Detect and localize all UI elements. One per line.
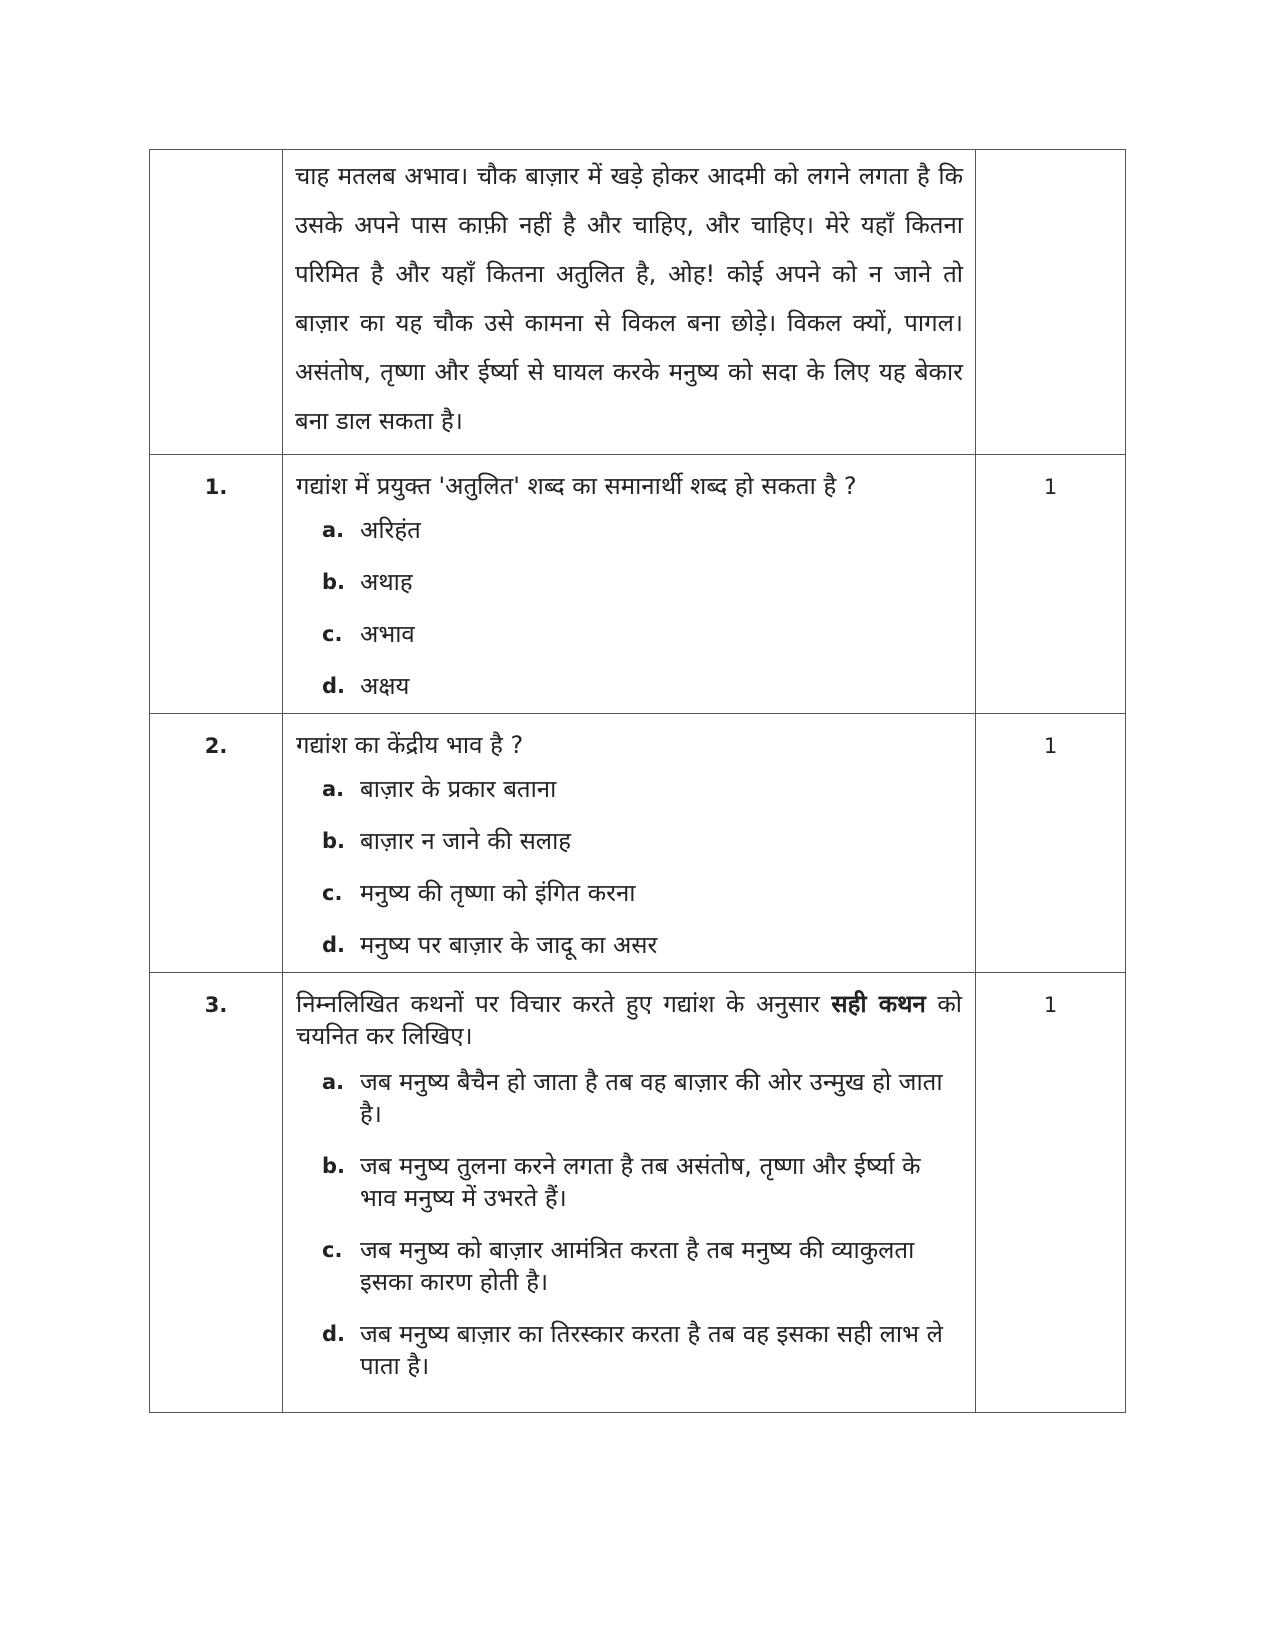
option-a [322,1066,962,1130]
option-label: c. [322,1238,343,1262]
option-c [322,877,962,909]
option-list [284,1066,974,1392]
option-text: जब मनुष्य तुलना करने लगता है तब असंतोष, तृष्णा और ईर्ष्या के भाव मनुष्य में उभरते हैं। [360,1152,921,1212]
option-label: d. [322,933,346,957]
option-b [322,1150,962,1214]
option-text: अथाह [360,568,413,596]
option-text: अभाव [360,620,415,648]
option-list [284,773,974,971]
question-text [284,974,974,1052]
option-label: b. [322,570,346,594]
question-number: 3. [150,973,283,1413]
option-a [322,514,962,546]
question-row-2 [150,714,1126,973]
option-list [284,514,974,712]
question-marks: 1 [976,973,1126,1413]
option-d [322,929,962,961]
question-text: गद्यांश का केंद्रीय भाव है ? [296,731,524,759]
option-text: जब मनुष्य को बाज़ार आमंत्रित करता है तब मनुष्य की व्याकुलता इसका कारण होती है। [360,1236,915,1296]
question-table [149,149,1126,1413]
option-text: अक्षय [360,672,410,700]
option-text: जब मनुष्य बाज़ार का तिरस्कार करता है तब वह इसका सही लाभ ले पाता है। [360,1320,943,1380]
question-marks: 1 [976,455,1126,714]
option-text: बाज़ार न जाने की सलाह [360,827,572,855]
question-body [283,455,976,714]
option-b [322,566,962,598]
option-b [322,825,962,857]
question-row-3 [150,973,1126,1413]
option-label: c. [322,622,343,646]
passage-number-cell [150,150,283,455]
option-c [322,618,962,650]
option-text: मनुष्य की तृष्णा को इंगित करना [360,879,636,907]
option-a [322,773,962,805]
option-label: a. [322,518,345,542]
option-d [322,670,962,702]
passage-marks-cell [976,150,1126,455]
option-label: d. [322,1322,346,1346]
option-label: a. [322,1070,345,1094]
question-marks: 1 [976,714,1126,973]
option-label: b. [322,829,346,853]
option-d [322,1318,962,1382]
question-text-start: निम्नलिखित कथनों पर विचार करते हुए गद्यांश के अनुसार [296,990,832,1018]
question-number: 2. [150,714,283,973]
option-label: d. [322,674,346,698]
option-text: जब मनुष्य बैचैन हो जाता है तब वह बाज़ार की ओर उन्मुख हो जाता है। [360,1068,943,1128]
option-label: a. [322,777,345,801]
question-row-1 [150,455,1126,714]
question-body [283,714,976,973]
option-text: मनुष्य पर बाज़ार के जादू का असर [360,931,658,959]
question-number: 1. [150,455,283,714]
option-label: c. [322,881,343,905]
question-text-emphasis: सही कथन [831,990,926,1018]
passage-row [150,150,1126,455]
question-body [283,973,976,1413]
option-label: b. [322,1154,346,1178]
option-c [322,1234,962,1298]
passage-text: चाह मतलब अभाव। चौक बाज़ार में खड़े होकर आदमी को लगने लगता है कि उसके अपने पास काफ़ी नहीं है और चाहिए, और चाहिए। मेरे यहाँ कितना परिमित है और यहाँ कितना अतुलित है, ओह! कोई अपने को न जाने तो बाज़ार का यह चौक उसे कामना से विकल बना छोड़े। विकल क्यों, पागल। असंतोष, तृष्णा और ईर्ष्या से घायल करके मनुष्य को सदा के लिए यह बेकार बना डाल सकता है। [283,150,976,455]
option-text: बाज़ार के प्रकार बताना [360,775,557,803]
option-text: अरिहंत [360,516,421,544]
question-text: गद्यांश में प्रयुक्त 'अतुलित' शब्द का समानार्थी शब्द हो सकता है ? [296,472,857,500]
question-text-end: को चयनित कर लिखिए। [296,990,962,1050]
